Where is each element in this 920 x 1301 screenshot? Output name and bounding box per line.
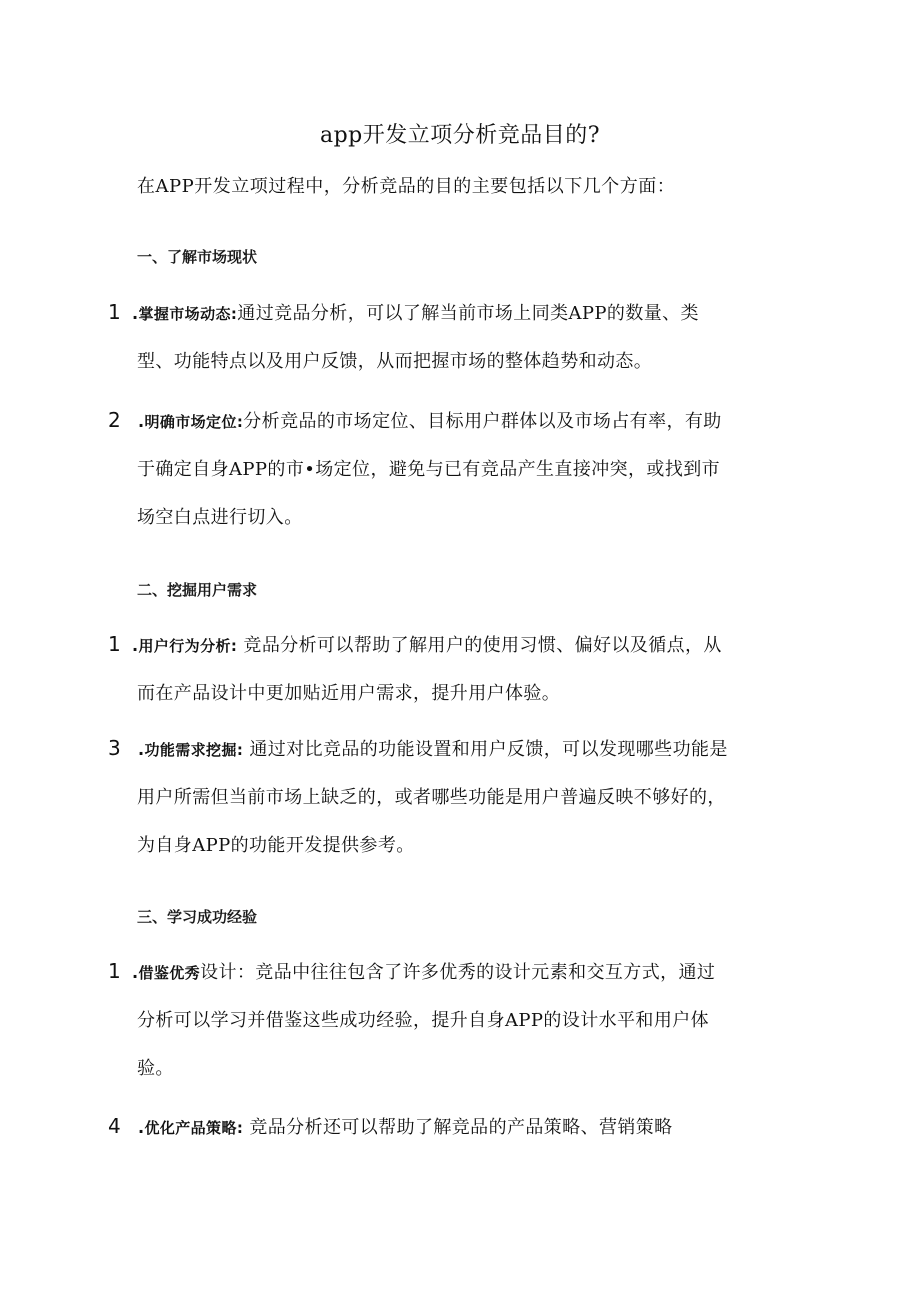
item-text: 设计：竞品中往往包含了许多优秀的设计元素和交互方式，通过: [200, 962, 716, 983]
item-dot: .: [132, 963, 139, 982]
item-number: 1: [108, 300, 122, 324]
list-item: [108, 724, 798, 870]
list-item: [108, 288, 798, 386]
list-item: [108, 947, 798, 1093]
section-heading: 三、学习成功经验: [137, 908, 258, 926]
item-keyword: 借鉴优秀: [138, 964, 201, 982]
item-dot: .: [132, 740, 145, 759]
item-continuation: 为自身APP的功能开发提供参考。: [137, 835, 415, 856]
item-first-line: [108, 947, 798, 997]
item-first-line: [108, 396, 798, 446]
item-dot: .: [132, 636, 139, 655]
item-continuation: 用户所需但当前市场上缺乏的，或者哪些功能是用户普遍反映不够好的，: [137, 787, 726, 808]
item-text: 通过竞品分析，可以了解当前市场上同类APP的数量、类: [237, 303, 699, 324]
item-continuation: 型、功能特点以及用户反馈，从而把握市场的整体趋势和动态。: [137, 351, 653, 372]
item-continuation: 而在产品设计中更加贴近用户需求，提升用户体验。: [137, 683, 561, 704]
item-dot: .: [132, 412, 145, 431]
item-number: 3: [108, 736, 122, 760]
item-text: 通过对比竞品的功能设置和用户反馈，可以发现哪些功能是: [243, 739, 728, 760]
item-keyword: 用户行为分析:: [138, 637, 238, 655]
section-heading: 二、挖掘用户需求: [137, 581, 258, 599]
list-item: [108, 396, 798, 542]
item-number: 1: [108, 959, 122, 983]
item-keyword: 掌握市场动态:: [138, 305, 238, 323]
item-number: 4: [108, 1114, 122, 1138]
list-item: [108, 1102, 798, 1152]
item-keyword: 功能需求挖掘:: [144, 741, 244, 759]
item-keyword: 优化产品策略:: [144, 1119, 244, 1137]
item-text: 竞品分析还可以帮助了解竞品的产品策略、营销策略: [243, 1117, 673, 1138]
item-continuation: 分析可以学习并借鉴这些成功经验，提升自身APP的设计水平和用户体: [137, 1010, 710, 1031]
list-item: [108, 620, 798, 718]
item-text: 竞品分析可以帮助了解用户的使用习惯、偏好以及循点，从: [237, 635, 722, 656]
intro-paragraph: 在APP开发立项过程中，分析竞品的目的主要包括以下几个方面：: [137, 176, 676, 197]
item-continuation: 于确定自身APP的市•场定位，避免与已有竞品产生直接冲突，或找到市: [137, 459, 721, 480]
item-text: 分析竞品的市场定位、目标用户群体以及市场占有率，有助: [243, 411, 722, 432]
item-first-line: [108, 1102, 798, 1152]
item-dot: .: [132, 1118, 145, 1137]
item-keyword: 明确市场定位:: [144, 413, 244, 431]
section-heading: 一、了解市场现状: [137, 248, 258, 266]
item-first-line: [108, 620, 798, 670]
item-dot: .: [132, 304, 139, 323]
item-number: 2: [108, 408, 122, 432]
item-first-line: [108, 288, 798, 338]
item-continuation: 场空白点进行切入。: [137, 507, 303, 528]
item-continuation: 验。: [137, 1058, 174, 1079]
item-first-line: [108, 724, 798, 774]
item-number: 1: [108, 632, 122, 656]
document-title: app开发立项分析竞品目的?: [319, 123, 601, 148]
